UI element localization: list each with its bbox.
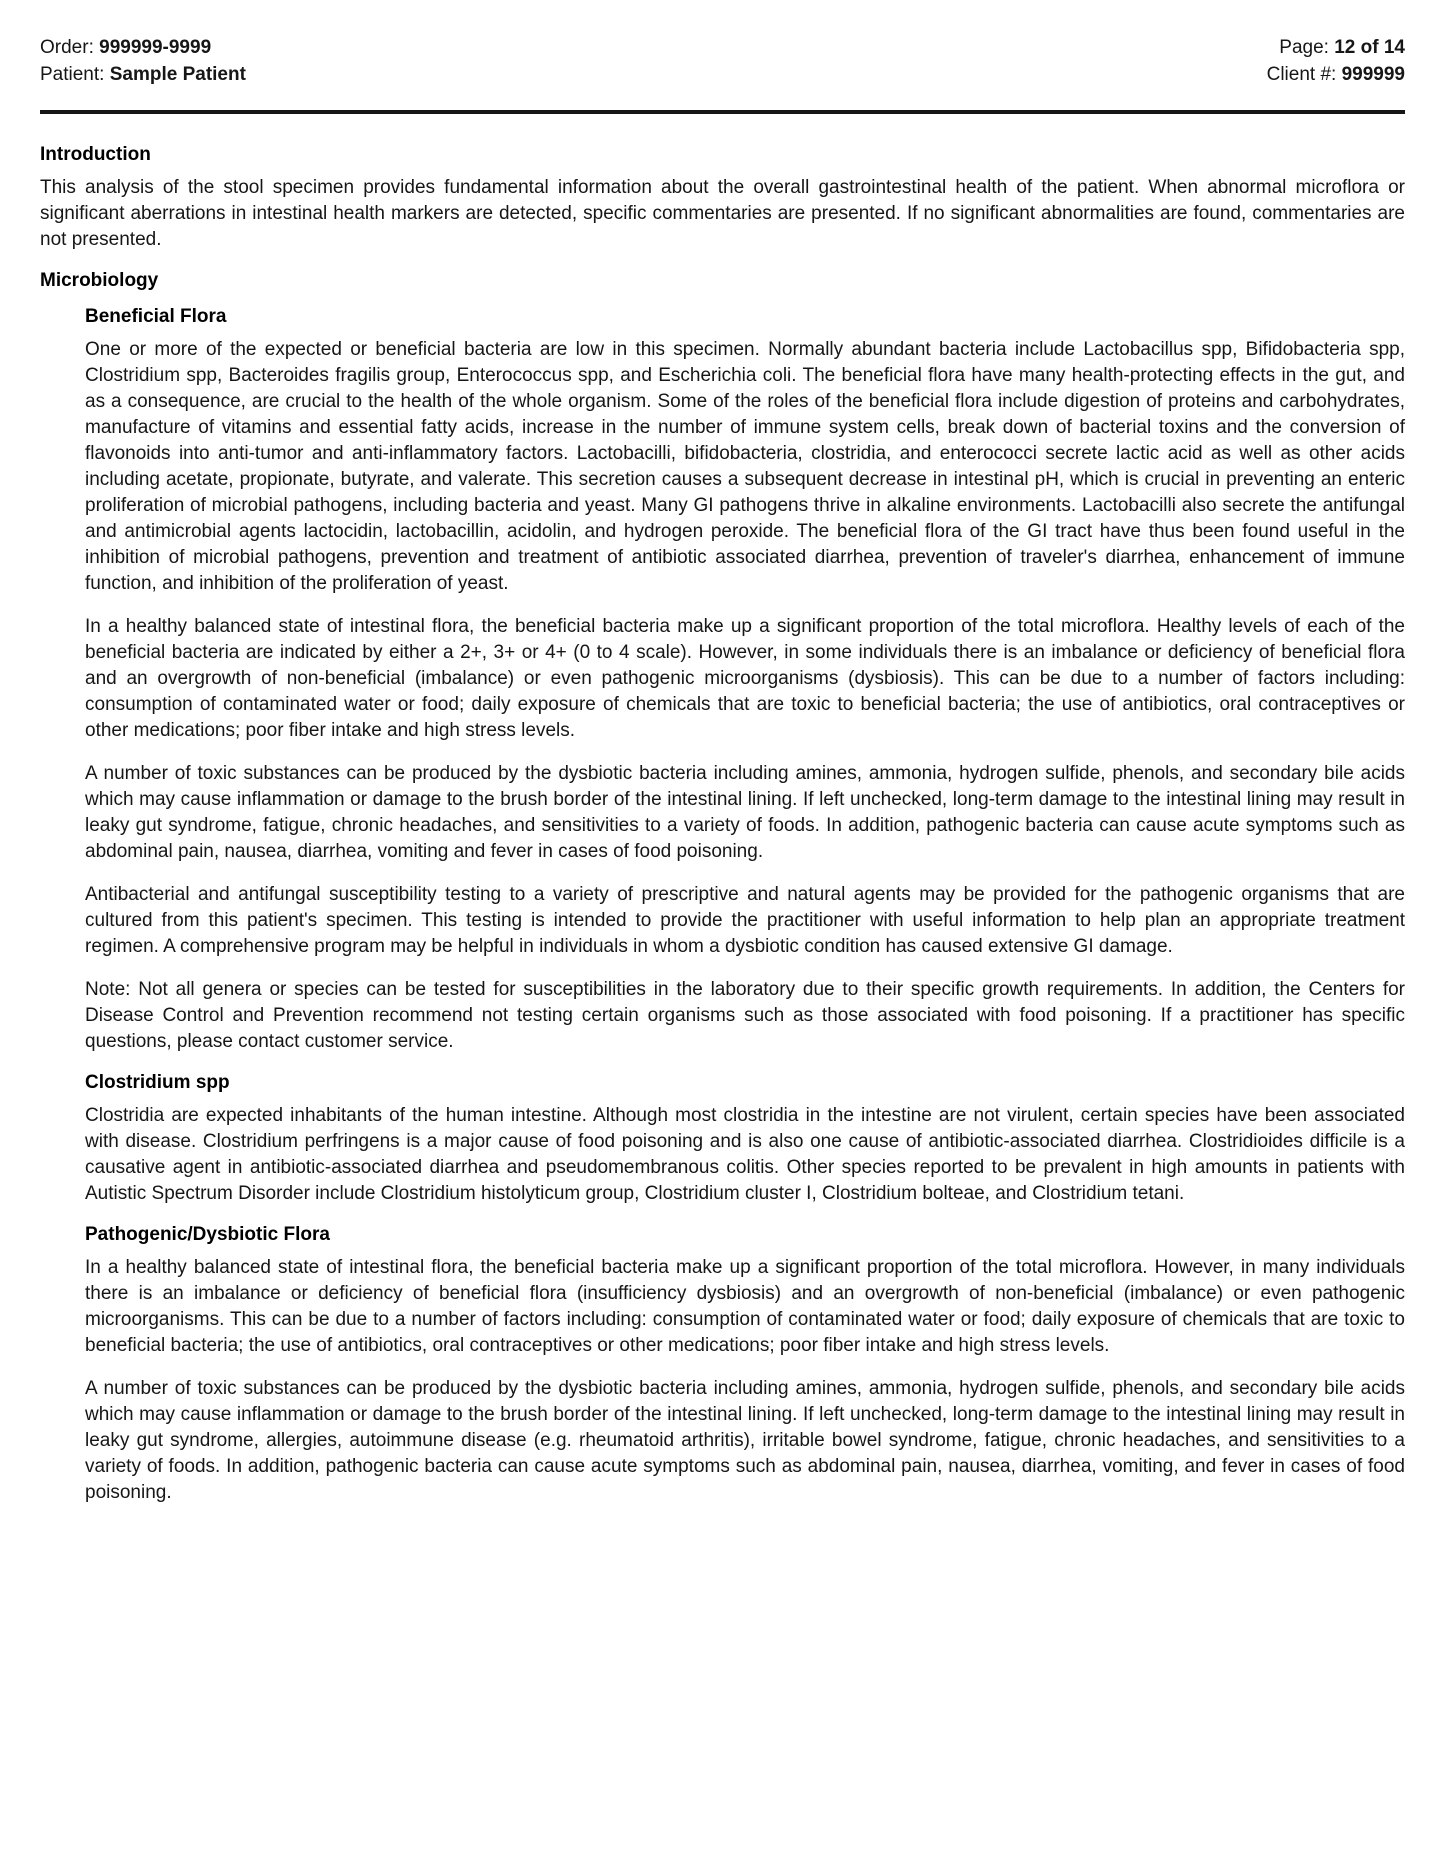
subsection-title-pathogenic-dysbiotic-flora: Pathogenic/Dysbiotic Flora xyxy=(85,1224,330,1245)
pathogenic-flora-paragraph: In a healthy balanced state of intestinal flora, the beneficial bacteria make up a significant proportion of the total microflora. However, in many individuals there is an imbalance or deficiency of beneficial flora (insufficiency dysbiosis) and an overgrowth of non-beneficial (imbalance) or even pathogenic microorganisms. This can be due to a number of factors including: consumption of contaminated water or food; daily exposure of chemicals that are toxic to beneficial bacteria; the use of antibiotics, oral contraceptives or other medications; poor fiber intake and high stress levels. xyxy=(85,1257,1405,1356)
patient-row xyxy=(40,61,246,88)
introduction-paragraph: This analysis of the stool specimen provides fundamental information about the overall gastrointestinal health of the patient. When abnormal microflora or significant aberrations in intestinal health markers are detected, specific commentaries are presented. If no significant abnormalities are found, commentaries are not presented. xyxy=(40,177,1405,250)
order-value: 999999-9999 xyxy=(99,37,212,58)
pathogenic-flora-paragraph: A number of toxic substances can be produced by the dysbiotic bacteria including amines, ammonia, hydrogen sulfide, phenols, and secondary bile acids which may cause inflammation or damage to the brush border of the intestinal lining. If left unchecked, long-term damage to the intestinal lining may result in leaky gut syndrome, allergies, autoimmune disease (e.g. rheumatoid arthritis), irritable bowel syndrome, fatigue, chronic headaches, and sensitivities to a variety of foods. In addition, pathogenic bacteria can cause acute symptoms such as abdominal pain, nausea, diarrhea, vomiting, and fever in cases of food poisoning. xyxy=(85,1378,1405,1503)
patient-value: Sample Patient xyxy=(109,64,246,85)
section-title-introduction: Introduction xyxy=(40,144,151,165)
client-number-row xyxy=(1267,61,1405,88)
header-right-block xyxy=(1267,34,1405,88)
page-label: Page: xyxy=(1279,37,1329,58)
beneficial-flora-paragraph: A number of toxic substances can be produced by the dysbiotic bacteria including amines, ammonia, hydrogen sulfide, phenols, and secondary bile acids which may cause inflammation or damage to the brush border of the intestinal lining. If left unchecked, long-term damage to the intestinal lining may result in leaky gut syndrome, fatigue, chronic headaches, and sensitivities to a variety of foods. In addition, pathogenic bacteria can cause acute symptoms such as abdominal pain, nausea, diarrhea, vomiting and fever in cases of food poisoning. xyxy=(85,763,1405,862)
report-header xyxy=(40,34,1405,88)
page-value: 12 of 14 xyxy=(1334,37,1405,58)
client-value: 999999 xyxy=(1341,64,1405,85)
header-left-block xyxy=(40,34,246,88)
order-row xyxy=(40,34,246,61)
subsection-title-clostridium-spp: Clostridium spp xyxy=(85,1072,230,1093)
page-number-row xyxy=(1267,34,1405,61)
beneficial-flora-paragraph: Antibacterial and antifungal susceptibility testing to a variety of prescriptive and natural agents may be provided for the pathogenic organisms that are cultured from this patient's specimen. This testing is intended to provide the practitioner with useful information to help plan an appropriate treatment regimen. A comprehensive program may be helpful in individuals in whom a dysbiotic condition has caused extensive GI damage. xyxy=(85,884,1405,957)
clostridium-paragraph: Clostridia are expected inhabitants of the human intestine. Although most clostridia in the intestine are not virulent, certain species have been associated with disease. Clostridium perfringens is a major cause of food poisoning and is also one cause of antibiotic-associated diarrhea. Clostridioides difficile is a causative agent in antibiotic-associated diarrhea and pseudomembranous colitis. Other species reported to be prevalent in high amounts in patients with Autistic Spectrum Disorder include Clostridium histolyticum group, Clostridium cluster I, Clostridium bolteae, and Clostridium tetani. xyxy=(85,1105,1405,1204)
subsection-title-beneficial-flora: Beneficial Flora xyxy=(85,306,227,327)
report-body xyxy=(40,114,1405,1506)
section-title-microbiology: Microbiology xyxy=(40,270,159,291)
beneficial-flora-paragraph: In a healthy balanced state of intestinal flora, the beneficial bacteria make up a significant proportion of the total microflora. Healthy levels of each of the beneficial bacteria are indicated by either a 2+, 3+ or 4+ (0 to 4 scale). However, in some individuals there is an imbalance or deficiency of beneficial flora and an overgrowth of non-beneficial (imbalance) or even pathogenic microorganisms (dysbiosis). This can be due to a number of factors including: consumption of contaminated water or food; daily exposure of chemicals that are toxic to beneficial bacteria; the use of antibiotics, oral contraceptives or other medications; poor fiber intake and high stress levels. xyxy=(85,616,1405,741)
beneficial-flora-paragraph: Note: Not all genera or species can be tested for susceptibilities in the laboratory due to their specific growth requirements. In addition, the Centers for Disease Control and Prevention recommend not testing certain organisms such as those associated with food poisoning. If a practitioner has specific questions, please contact customer service. xyxy=(85,979,1405,1052)
client-label: Client #: xyxy=(1266,64,1337,85)
order-label: Order: xyxy=(40,37,94,58)
patient-label: Patient: xyxy=(40,64,105,85)
beneficial-flora-paragraph: One or more of the expected or beneficial bacteria are low in this specimen. Normally abundant bacteria include Lactobacillus spp, Bifidobacteria spp, Clostridium spp, Bacteroides fragilis group, Enterococcus spp, and Escherichia coli. The beneficial flora have many health-protecting effects in the gut, and as a consequence, are crucial to the health of the whole organism. Some of the roles of the beneficial flora include digestion of proteins and carbohydrates, manufacture of vitamins and essential fatty acids, increase in the number of immune system cells, break down of bacterial toxins and the conversion of flavonoids into anti-tumor and anti-inflammatory factors. Lactobacilli, bifidobacteria, clostridia, and enterococci secrete lactic acid as well as other acids including acetate, propionate, butyrate, and valerate. This secretion causes a subsequent decrease in intestinal pH, which is crucial in preventing an enteric proliferation of microbial pathogens, including bacteria and yeast. Many GI pathogens thrive in alkaline environments. Lactobacilli also secrete the antifungal and antimicrobial agents lactocidin, lactobacillin, acidolin, and hydrogen peroxide. The beneficial flora of the GI tract have thus been found useful in the inhibition of microbial pathogens, prevention and treatment of antibiotic associated diarrhea, prevention of traveler's diarrhea, enhancement of immune function, and inhibition of the proliferation of yeast. xyxy=(85,339,1405,594)
